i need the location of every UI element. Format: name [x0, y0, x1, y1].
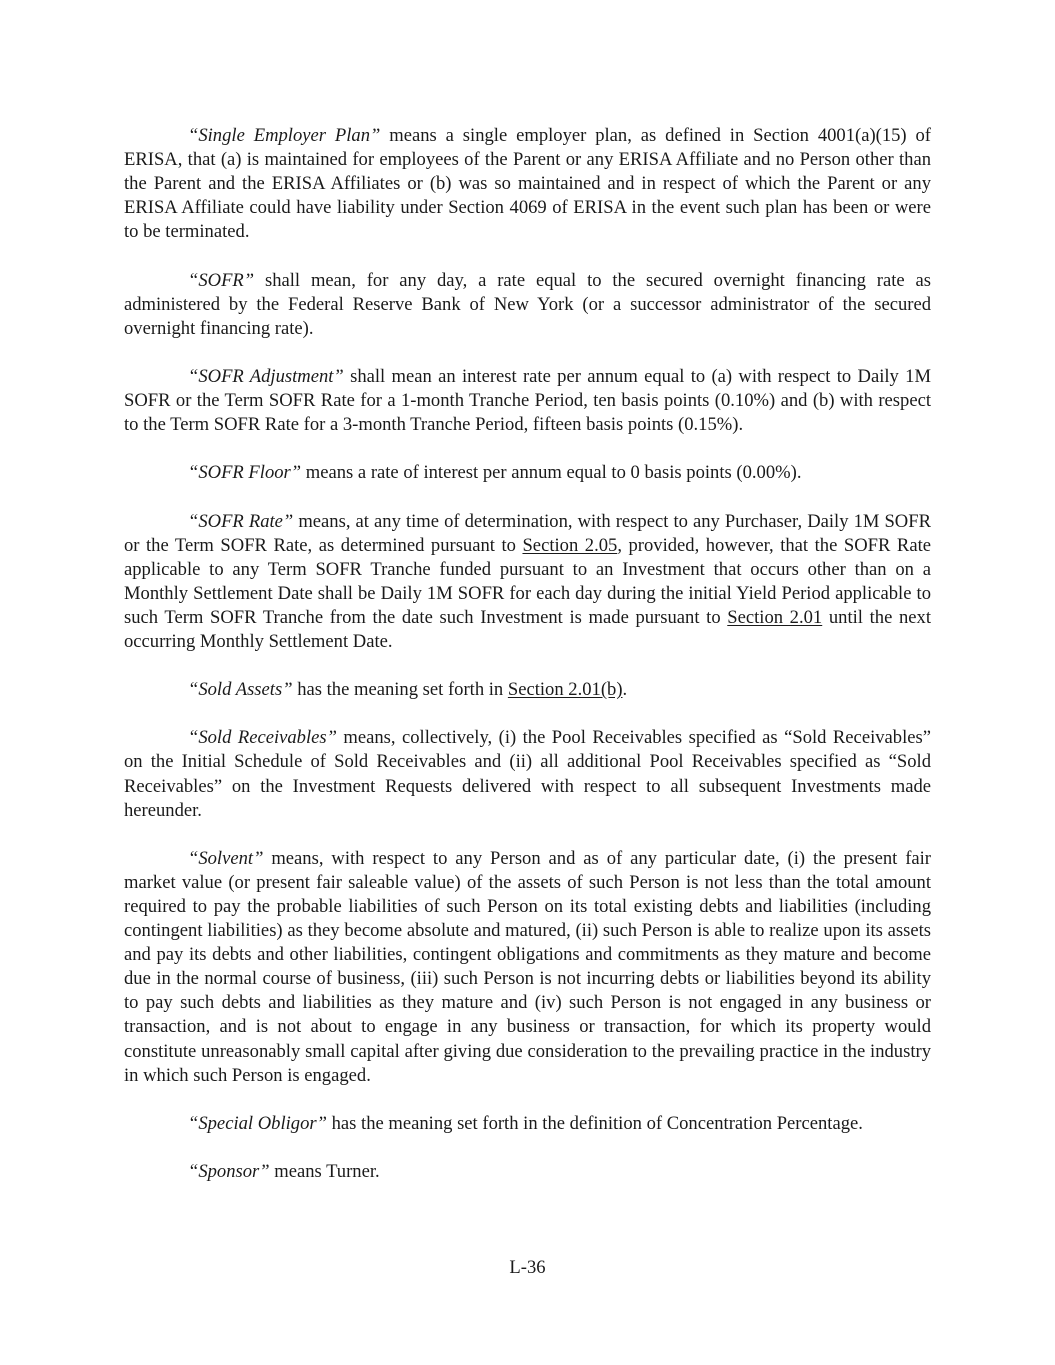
definition-text: means a single employer plan, as defined in Section 4001(a)(15) of ERISA, that (a) is maintained for employees of the Parent or any ERISA Affiliate and no Person other than the Parent and the ERISA Affiliates or (b) was so maintained and in respect of which the Parent or any ERISA Affiliate could have liability under Section 4069 of ERISA in the event such plan has been or were to be terminated.	[124, 125, 932, 243]
definition-text: means, at any time of determination, with respect to any Purchaser, Daily 1M SOFR or the Term SOFR Rate, as determined pursuant to	[124, 510, 931, 556]
definition-sold-receivables	[124, 726, 931, 822]
defined-term: “SOFR Adjustment”	[188, 365, 344, 387]
defined-term: “Sponsor”	[188, 1161, 270, 1183]
defined-term: “SOFR Floor”	[188, 462, 302, 484]
definition-text: means a rate of interest per annum equal to 0 basis points (0.00%).	[301, 462, 802, 484]
definition-sofr	[124, 269, 931, 341]
page-number: L-36	[509, 1257, 546, 1278]
defined-term: “SOFR”	[188, 269, 255, 291]
definition-text: has the meaning set forth in the definition of Concentration Percentage.	[326, 1112, 863, 1134]
definition-text: , provided, however, that the SOFR Rate applicable to any Term SOFR Tranche funded pursuant to an Investment that occurs other than on a Monthly Settlement Date shall be Daily 1M SOFR for each day during the initial Yield Period applicable to such Term SOFR Tranche from the date such Investment is made pursuant to	[124, 534, 931, 628]
definition-special-obligor	[124, 1112, 931, 1136]
definition-text: has the meaning set forth in	[292, 679, 508, 701]
definition-text: means, collectively, (i) the Pool Receivables specified as “Sold Receivables” on the Initial Schedule of Sold Receivables and (ii) all additional Pool Receivables specified as “Sold Receivables” on the Investment Requests delivered with respect to all subsequent Investments made hereunder.	[124, 727, 931, 821]
definition-sold-assets	[124, 678, 931, 702]
defined-term: “Sold Receivables”	[188, 727, 337, 749]
section-reference-link[interactable]: Section 2.01	[727, 606, 823, 628]
definition-sofr-floor	[124, 461, 931, 485]
definition-single-employer-plan	[124, 124, 931, 244]
definition-sofr-adjustment	[124, 365, 931, 437]
definition-solvent	[124, 847, 931, 1088]
defined-term: “Special Obligor”	[188, 1112, 327, 1134]
defined-term: “SOFR Rate”	[188, 510, 294, 532]
document-page	[124, 124, 931, 1208]
defined-term: “Sold Assets”	[188, 679, 293, 701]
section-reference-link[interactable]: Section 2.01(b)	[507, 679, 623, 701]
definition-text: until the next occurring Monthly Settlement Date.	[124, 606, 931, 652]
definition-sofr-rate	[124, 510, 931, 655]
definition-text: .	[622, 679, 628, 701]
definition-text: shall mean an interest rate per annum equal to (a) with respect to Daily 1M SOFR or the Term SOFR Rate for a 1-month Tranche Period, ten basis points (0.10%) and (b) with respect to the Term SOFR Rate for a 3-month Tranche Period, fifteen basis points (0.15%).	[124, 365, 931, 436]
definition-text: means Turner.	[269, 1161, 380, 1183]
defined-term: “Single Employer Plan”	[188, 125, 381, 146]
section-reference-link[interactable]: Section 2.05	[522, 534, 618, 556]
definition-sponsor	[124, 1160, 931, 1184]
definition-text: shall mean, for any day, a rate equal to the secured overnight financing rate as administered by the Federal Reserve Bank of New York (or a successor administrator of the secured overnight financing rate).	[124, 269, 931, 339]
definition-text: means, with respect to any Person and as of any particular date, (i) the present fair market value (or present fair saleable value) of the assets of such Person is not less than the total amount required to pay the probable liabilities of such Person on its total existing debts and liabilities (including contingent liabilities) as they become absolute and matured, (ii) such Person is able to realize upon its assets and pay its debts and other liabilities, contingent obligations and commitments as they mature and become due in the normal course of business, (iii) such Person is not incurring debts or liabilities beyond its ability to pay such debts and liabilities as they mature and (iv) such Person is not engaged in any business or transaction, and is not about to engage in any business or transaction, for which its property would constitute unreasonably small capital after giving due consideration to the prevailing practice in the industry in which such Person is engaged.	[124, 847, 931, 1086]
defined-term: “Solvent”	[188, 847, 264, 869]
